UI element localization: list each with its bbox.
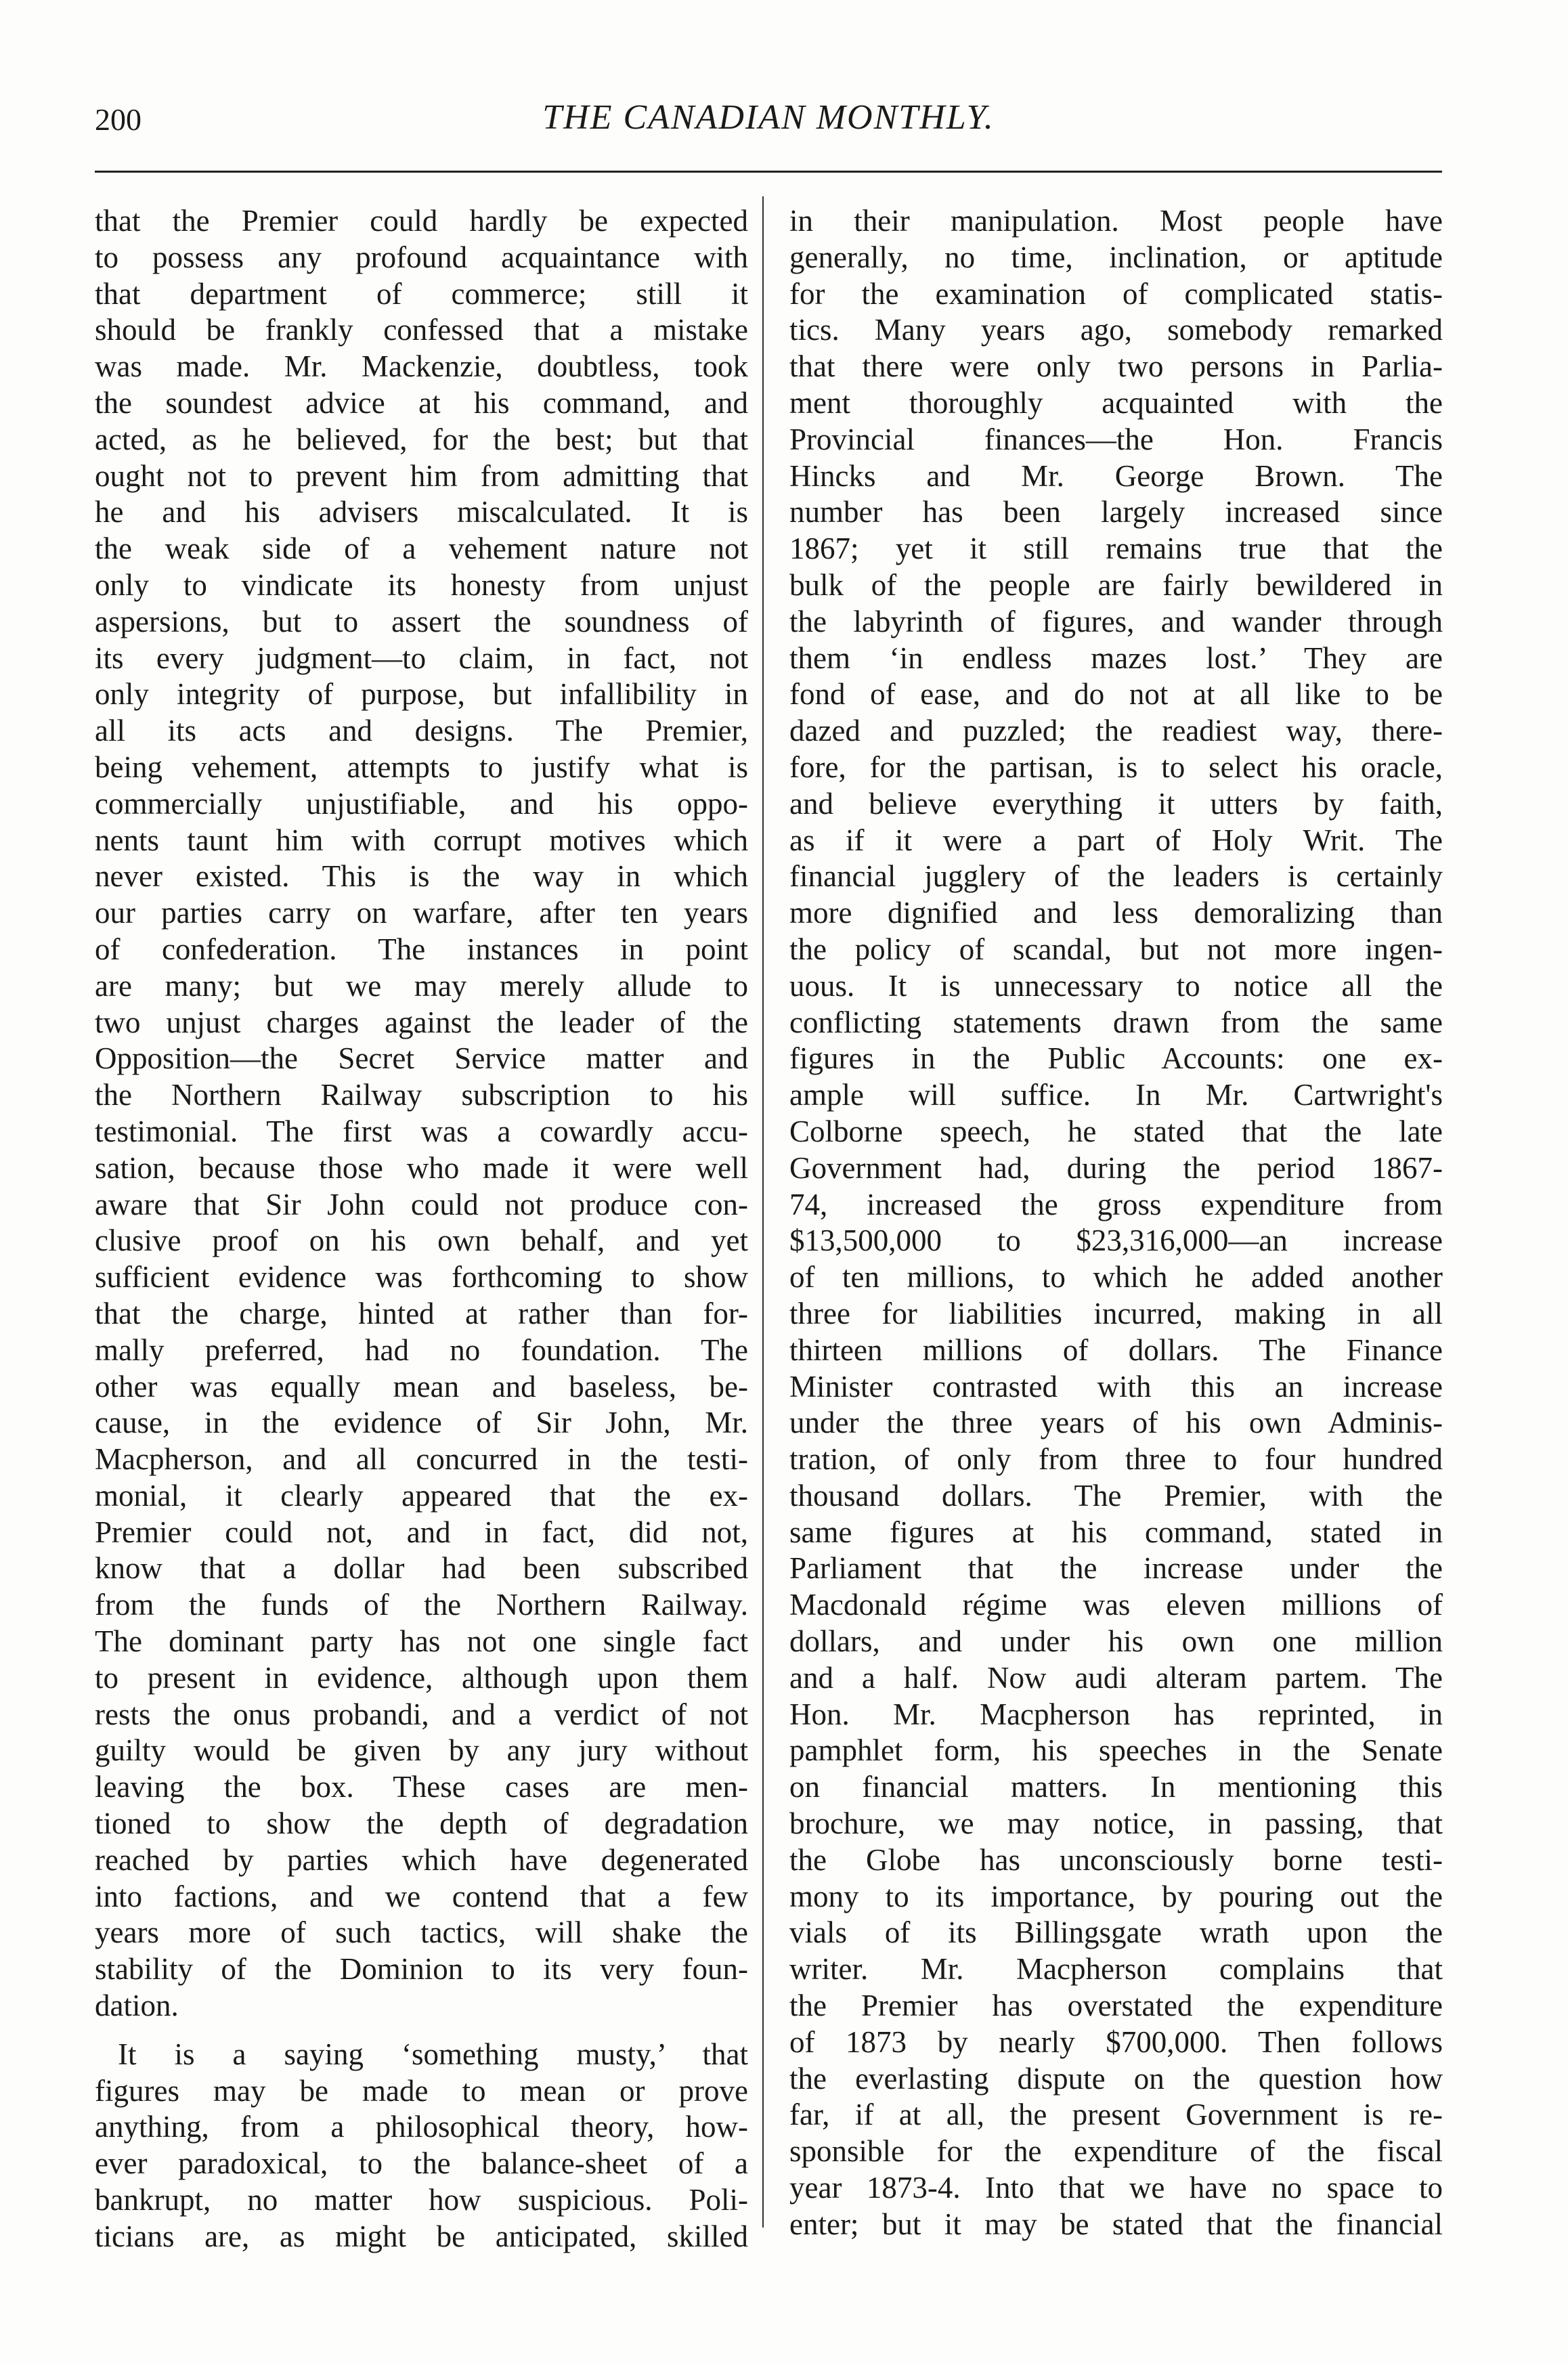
text-line: three for liabilities incurred, making in all [789, 1296, 1443, 1330]
text-line: more dignified and less demoralizing than [789, 896, 1443, 930]
text-line: and believe everything it utters by faith, [789, 786, 1443, 821]
text-line: ment thoroughly acquainted with the [789, 385, 1443, 420]
text-line: as if it were a part of Holy Writ. The [789, 823, 1443, 857]
text-line: from the funds of the Northern Railway. [95, 1588, 748, 1622]
text-line: Macpherson, and all concurred in the testi- [95, 1442, 748, 1477]
text-line: tioned to show the depth of degradation [95, 1806, 748, 1841]
text-line: that department of commerce; still it [95, 276, 748, 311]
text-line: the Northern Railway subscription to his [95, 1078, 748, 1112]
text-line: It is a saying ‘something musty,’ that [118, 2037, 748, 2071]
text-line: far, if at all, the present Government is re- [789, 2098, 1443, 2132]
text-line: Provincial finances—the Hon. Francis [789, 422, 1443, 456]
text-line: guilty would be given by any jury without [95, 1733, 748, 1768]
text-line: sufficient evidence was forthcoming to show [95, 1260, 748, 1295]
header-rule [95, 171, 1442, 173]
text-line: the everlasting dispute on the question how [789, 2061, 1443, 2096]
text-line: never existed. This is the way in which [95, 859, 748, 894]
paragraph-gap [95, 2024, 748, 2037]
text-line: vials of its Billingsgate wrath upon the [789, 1915, 1443, 1950]
text-line: Premier could not, and in fact, did not, [95, 1515, 748, 1549]
text-line: the soundest advice at his command, and [95, 385, 748, 420]
text-line: Hon. Mr. Macpherson has reprinted, in [789, 1697, 1443, 1731]
text-line: of ten millions, to which he added another [789, 1260, 1443, 1295]
text-line: Parliament that the increase under the [789, 1551, 1443, 1586]
text-line: financial jugglery of the leaders is certainly [789, 859, 1443, 894]
text-line: the Premier has overstated the expenditure [789, 1989, 1443, 2023]
text-line: cause, in the evidence of Sir John, Mr. [95, 1406, 748, 1440]
text-line: pamphlet form, his speeches in the Senate [789, 1733, 1443, 1768]
text-line: The dominant party has not one single fact [95, 1624, 748, 1659]
text-line: the policy of scandal, but not more ingen- [789, 932, 1443, 966]
text-line: into factions, and we contend that a few [95, 1879, 748, 1913]
text-line: know that a dollar had been subscribed [95, 1551, 748, 1586]
text-line: are many; but we may merely allude to [95, 968, 748, 1003]
page-header [95, 93, 1442, 148]
text-line: leaving the box. These cases are men- [95, 1770, 748, 1804]
text-line: Government had, during the period 1867- [789, 1150, 1443, 1185]
text-line: thousand dollars. The Premier, with the [789, 1478, 1443, 1513]
text-line: two unjust charges against the leader of the [95, 1005, 748, 1039]
text-line: other was equally mean and baseless, be- [95, 1369, 748, 1404]
text-line: year 1873-4. Into that we have no space to [789, 2171, 1443, 2205]
text-line: ever paradoxical, to the balance-sheet of a [95, 2146, 748, 2181]
text-line: should be frankly confessed that a mistake [95, 313, 748, 347]
text-line: being vehement, attempts to justify what is [95, 750, 748, 784]
text-line: fond of ease, and do not at all like to be [789, 677, 1443, 712]
text-line: and a half. Now audi alteram partem. The [789, 1660, 1443, 1695]
text-line: testimonial. The first was a cowardly accu- [95, 1114, 748, 1148]
text-line: enter; but it may be stated that the financial [789, 2207, 1443, 2241]
text-line: mally preferred, had no foundation. The [95, 1332, 748, 1367]
text-line: them ‘in endless mazes lost.’ They are [789, 641, 1443, 675]
text-line: writer. Mr. Macpherson complains that [789, 1952, 1443, 1987]
text-line: he and his advisers miscalculated. It is [95, 495, 748, 529]
text-line: ought not to prevent him from admitting that [95, 458, 748, 493]
text-line: figures in the Public Accounts: one ex- [789, 1041, 1443, 1076]
text-line: commercially unjustifiable, and his oppo- [95, 786, 748, 821]
text-line: ample will suffice. In Mr. Cartwright's [789, 1078, 1443, 1112]
text-line: stability of the Dominion to its very foun- [95, 1952, 748, 1987]
text-line: dazed and puzzled; the readiest way, there- [789, 714, 1443, 748]
text-line: only to vindicate its honesty from unjust [95, 567, 748, 602]
text-line: acted, as he believed, for the best; but that [95, 422, 748, 456]
text-line: tration, of only from three to four hundred [789, 1442, 1443, 1477]
text-line: thirteen millions of dollars. The Finance [789, 1332, 1443, 1367]
text-line: rests the onus probandi, and a verdict of not [95, 1697, 748, 1731]
text-line: brochure, we may notice, in passing, that [789, 1806, 1443, 1841]
text-line: tics. Many years ago, somebody remarked [789, 313, 1443, 347]
text-line: the labyrinth of figures, and wander through [789, 604, 1443, 638]
text-line: to present in evidence, although upon them [95, 1660, 748, 1695]
text-line: Opposition—the Secret Service matter and [95, 1041, 748, 1076]
text-line: all its acts and designs. The Premier, [95, 714, 748, 748]
text-line: that the Premier could hardly be expected [95, 204, 748, 238]
text-line: bankrupt, no matter how suspicious. Poli- [95, 2183, 748, 2217]
text-line: dation. [95, 1989, 179, 2023]
text-line: bulk of the people are fairly bewildered in [789, 567, 1443, 602]
text-line: that the charge, hinted at rather than for- [95, 1296, 748, 1330]
text-line: sponsible for the expenditure of the fiscal [789, 2134, 1443, 2169]
text-line: to possess any profound acquaintance with [95, 240, 748, 274]
text-line: reached by parties which have degenerated [95, 1842, 748, 1877]
text-line: sation, because those who made it were well [95, 1150, 748, 1185]
text-line: dollars, and under his own one million [789, 1624, 1443, 1659]
text-line: $13,500,000 to $23,316,000—an increase [789, 1223, 1443, 1258]
text-line: generally, no time, inclination, or aptitude [789, 240, 1443, 274]
text-line: uous. It is unnecessary to notice all the [789, 968, 1443, 1003]
text-line: figures may be made to mean or prove [95, 2073, 748, 2108]
text-line: 74, increased the gross expenditure from [789, 1187, 1443, 1221]
text-line: Hincks and Mr. George Brown. The [789, 458, 1443, 493]
text-line: same figures at his command, stated in [789, 1515, 1443, 1549]
text-line: our parties carry on warfare, after ten years [95, 896, 748, 930]
text-line: 1867; yet it still remains true that the [789, 532, 1443, 566]
text-line: mony to its importance, by pouring out the [789, 1879, 1443, 1913]
text-line: conflicting statements drawn from the same [789, 1005, 1443, 1039]
text-line: the weak side of a vehement nature not [95, 532, 748, 566]
right-column [789, 203, 1443, 2243]
text-line: the Globe has unconsciously borne testi- [789, 1842, 1443, 1877]
column-divider [762, 196, 764, 2228]
text-line: nents taunt him with corrupt motives which [95, 823, 748, 857]
text-line: fore, for the partisan, is to select his oracle, [789, 750, 1443, 784]
text-line: of 1873 by nearly $700,000. Then follows [789, 2024, 1443, 2059]
text-line: years more of such tactics, will shake the [95, 1915, 748, 1950]
text-line: that there were only two persons in Parlia- [789, 349, 1443, 384]
page-number: 200 [95, 102, 141, 137]
text-line: aware that Sir John could not produce con- [95, 1187, 748, 1221]
text-line: Colborne speech, he stated that the late [789, 1114, 1443, 1148]
text-line: in their manipulation. Most people have [789, 204, 1443, 238]
text-line: for the examination of complicated statis- [789, 276, 1443, 311]
text-line: its every judgment—to claim, in fact, not [95, 641, 748, 675]
text-line: monial, it clearly appeared that the ex- [95, 1478, 748, 1513]
text-line: under the three years of his own Adminis- [789, 1406, 1443, 1440]
text-line: ticians are, as might be anticipated, skilled [95, 2219, 748, 2253]
text-line: clusive proof on his own behalf, and yet [95, 1223, 748, 1258]
text-line: on financial matters. In mentioning this [789, 1770, 1443, 1804]
text-line: anything, from a philosophical theory, how- [95, 2110, 748, 2144]
text-line: number has been largely increased since [789, 495, 1443, 529]
left-column [95, 203, 748, 2255]
text-line: Macdonald régime was eleven millions of [789, 1588, 1443, 1622]
text-line: Minister contrasted with this an increase [789, 1369, 1443, 1404]
text-line: of confederation. The instances in point [95, 932, 748, 966]
running-title: THE CANADIAN MONTHLY. [542, 98, 995, 137]
text-line: was made. Mr. Mackenzie, doubtless, took [95, 349, 748, 384]
text-line: only integrity of purpose, but infallibility in [95, 677, 748, 712]
text-line: aspersions, but to assert the soundness of [95, 604, 748, 638]
